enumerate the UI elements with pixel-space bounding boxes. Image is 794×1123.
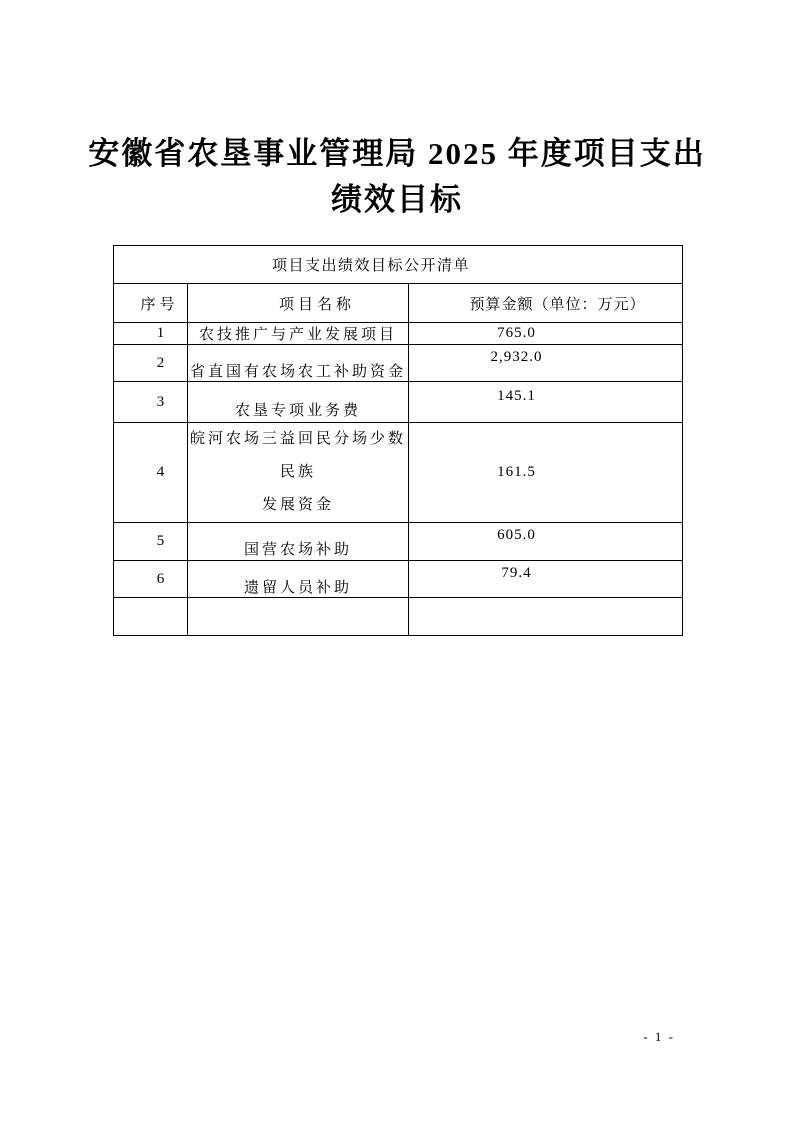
row-number-cell: 6 (114, 561, 188, 598)
row-number-cell: 3 (114, 382, 188, 423)
amount-cell: 2,932.0 (409, 345, 683, 382)
table-row (114, 523, 683, 561)
project-name-cell: 国营农场补助 (188, 523, 409, 561)
row-number-cell: 1 (114, 323, 188, 345)
page-title (0, 131, 794, 223)
table-row (114, 323, 683, 345)
column-header-0: 序号 (114, 284, 188, 323)
amount-cell: 161.5 (409, 423, 683, 523)
page-title-line1: 安徽省农垦事业管理局 2025 年度项目支出 (88, 136, 706, 171)
row-number-cell: 4 (114, 423, 188, 523)
table-caption-row (114, 246, 683, 284)
table-header-row (114, 284, 683, 323)
table-row (114, 423, 683, 523)
row-number-cell (114, 598, 188, 636)
table-caption: 项目支出绩效目标公开清单 (114, 246, 683, 284)
table-row (114, 345, 683, 382)
project-name-cell: 农技推广与产业发展项目 (188, 323, 409, 345)
amount-cell (409, 598, 683, 636)
row-number-cell: 2 (114, 345, 188, 382)
table-row (114, 561, 683, 598)
table-row (114, 598, 683, 636)
project-name-cell (188, 598, 409, 636)
table-body (114, 323, 683, 636)
budget-table (113, 245, 683, 636)
amount-cell: 605.0 (409, 523, 683, 561)
column-header-1: 项目名称 (188, 284, 409, 323)
page-number: - 1 - (643, 1029, 675, 1044)
project-name-cell: 省直国有农场农工补助资金 (188, 345, 409, 382)
project-name-cell: 农垦专项业务费 (188, 382, 409, 423)
amount-cell: 145.1 (409, 382, 683, 423)
amount-cell: 765.0 (409, 323, 683, 345)
amount-cell: 79.4 (409, 561, 683, 598)
project-name-cell: 遗留人员补助 (188, 561, 409, 598)
column-header-2: 预算金额（单位：万元） (409, 284, 683, 323)
page-title-line2: 绩效目标 (331, 182, 463, 217)
project-name-cell: 皖河农场三益回民分场少数民族 发展资金 (188, 423, 409, 523)
table-row (114, 382, 683, 423)
row-number-cell: 5 (114, 523, 188, 561)
